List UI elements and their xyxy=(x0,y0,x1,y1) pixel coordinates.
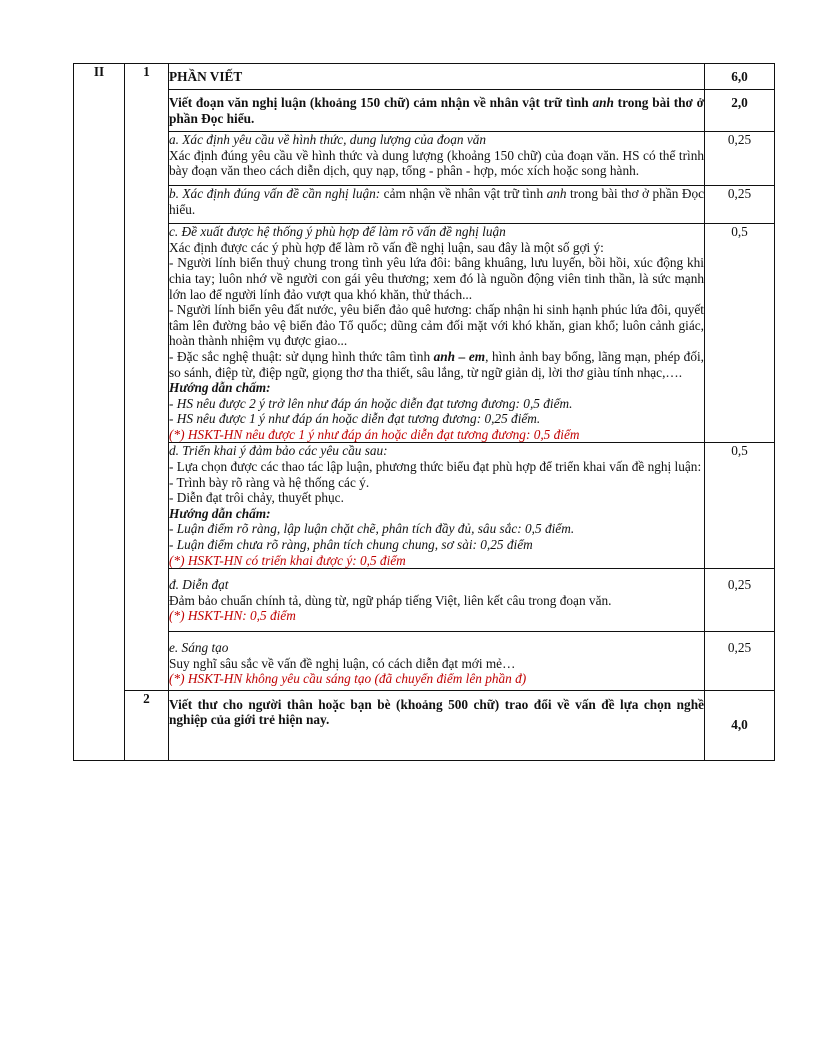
task-2-title: Viết thư cho người thân hoặc bạn bè (khoảng 500 chữ) trao đổi về vấn đề lựa chọn nghề nghiệp của giới trẻ hiện nay. xyxy=(169,690,705,760)
criterion-dd-note: (*) HSKT-HN: 0,5 điểm xyxy=(169,608,296,624)
criterion-c-point-3: - Đặc sắc nghệ thuật: sử dụng hình thức tâm tình anh – em, hình ảnh bay bổng, lãng mạn, phép đối, so sánh, điệp từ, điệp ngữ, giọng thơ tha thiết, sâu lắng, từ ngữ giản dị, lời thơ giàu tính nhạc,…. xyxy=(169,348,704,380)
criterion-c-note: (*) HSKT-HN nêu được 1 ý như đáp án hoặc diễn đạt tương đương: 0,5 điểm xyxy=(169,426,580,442)
criterion-b-row xyxy=(74,185,775,223)
question-2-number: 2 xyxy=(125,690,169,760)
grading-rubric-table xyxy=(73,63,775,761)
task-1-row xyxy=(74,90,775,132)
criterion-c-row xyxy=(74,224,775,443)
task-1-title: Viết đoạn văn nghị luận (khoảng 150 chữ) cảm nhận về nhân vật trữ tình anh trong bài thơ ở phần Đọc hiểu. xyxy=(169,90,705,132)
criterion-e-body: Suy nghĩ sâu sắc về vấn đề nghị luận, có cách diễn đạt mới mẻ… xyxy=(169,655,516,671)
section-score: 6,0 xyxy=(705,64,775,90)
criterion-d-line-3: - Diễn đạt trôi chảy, thuyết phục. xyxy=(169,490,344,506)
criterion-d-line-2: - Trình bày rõ ràng và hệ thống các ý. xyxy=(169,474,370,490)
criterion-d-guide-2: - Luận điểm chưa rõ ràng, phân tích chung chung, sơ sài: 0,25 điểm xyxy=(169,537,533,553)
criterion-a-row xyxy=(74,132,775,186)
criterion-c-guide-2: - HS nêu được 1 ý như đáp án hoặc diễn đạt tương đương: 0,25 điểm. xyxy=(169,411,541,427)
criterion-d-note: (*) HSKT-HN có triển khai được ý: 0,5 điểm xyxy=(169,552,406,568)
criterion-b-heading: b. Xác định đúng vấn đề cần nghị luận: xyxy=(169,185,381,201)
criterion-c-score: 0,5 xyxy=(705,224,775,443)
criterion-a-content xyxy=(169,132,705,186)
task-2-row xyxy=(74,690,775,760)
criterion-e-heading: e. Sáng tạo xyxy=(169,640,229,655)
criterion-c-guide-title: Hướng dẫn chấm: xyxy=(169,380,271,396)
criterion-d-heading: d. Triển khai ý đảm bảo các yêu cầu sau: xyxy=(169,443,388,459)
criterion-d-content xyxy=(169,443,705,569)
criterion-c-intro: Xác định được các ý phù hợp để làm rõ vấn đề nghị luận, sau đây là một số gợi ý: xyxy=(169,239,604,255)
criterion-c-point-1: - Người lính biển thuỷ chung trong tình yêu lứa đôi: bâng khuâng, lưu luyến, bồi hồi, xúc động khi chia tay; luôn nhớ về người con gái yêu thương; xem đó là nguồn động viên tinh thần, là sức mạnh lớn lao để người lính đảo vượt qua khó khăn, thử thách... xyxy=(169,255,704,302)
criterion-c-content xyxy=(169,224,705,443)
criterion-b-content: b. Xác định đúng vấn đề cần nghị luận: cảm nhận về nhân vật trữ tình anh trong bài thơ ở phần Đọc hiểu. xyxy=(169,185,705,223)
criterion-e-content xyxy=(169,632,705,691)
criterion-dd-row xyxy=(74,569,775,632)
criterion-c-point-2: - Người lính biển yêu đất nước, yêu biển đảo quê hương: chấp nhận hi sinh hạnh phúc lứa đôi, quyết tâm lên đường bảo vệ biển đảo Tổ quốc; dũng cảm đối mặt với khó khăn, gian khổ; luôn cảnh giác, hoàn thành nhiệm vụ được giao... xyxy=(169,302,704,349)
criterion-d-row xyxy=(74,443,775,569)
question-1-number: 1 xyxy=(125,64,169,691)
criterion-e-note: (*) HSKT-HN không yêu cầu sáng tạo (đã chuyển điểm lên phần đ) xyxy=(169,671,527,687)
criterion-d-line-1: - Lựa chọn được các thao tác lập luận, phương thức biểu đạt phù hợp để triển khai vấn đề nghị luận: xyxy=(169,459,702,475)
criterion-a-body: Xác định đúng yêu cầu về hình thức và dung lượng (khoảng 150 chữ) của đoạn văn. HS có thể trình bày đoạn văn theo cách diễn dịch, quy nạp, tổng - phân - hợp, móc xích hoặc song hành. xyxy=(169,147,704,179)
task-2-score: 4,0 xyxy=(705,690,775,760)
task-1-score: 2,0 xyxy=(705,90,775,132)
criterion-dd-heading: đ. Diễn đạt xyxy=(169,577,229,593)
criterion-d-score: 0,5 xyxy=(705,443,775,569)
criterion-b-score: 0,25 xyxy=(705,185,775,223)
section-number: II xyxy=(74,64,125,761)
criterion-e-score: 0,25 xyxy=(705,632,775,691)
criterion-c-guide-1: - HS nêu được 2 ý trở lên như đáp án hoặc diễn đạt tương đương: 0,5 điểm. xyxy=(169,395,573,411)
section-title: PHẦN VIẾT xyxy=(169,64,705,90)
criterion-dd-score: 0,25 xyxy=(705,569,775,632)
criterion-dd-body: Đảm bảo chuẩn chính tả, dùng từ, ngữ pháp tiếng Việt, liên kết câu trong đoạn văn. xyxy=(169,592,612,608)
header-row xyxy=(74,64,775,90)
criterion-e-row xyxy=(74,632,775,691)
criterion-d-guide-1: - Luận điểm rõ ràng, lập luận chặt chẽ, phân tích đầy đủ, sâu sắc: 0,5 điểm. xyxy=(169,521,575,537)
criterion-dd-content xyxy=(169,569,705,632)
criterion-a-heading: a. Xác định yêu cầu về hình thức, dung lượng của đoạn văn xyxy=(169,132,487,148)
criterion-a-score: 0,25 xyxy=(705,132,775,186)
criterion-d-guide-title: Hướng dẫn chấm: xyxy=(169,505,271,521)
criterion-c-heading: c. Đề xuất được hệ thống ý phù hợp để làm rõ vấn đề nghị luận xyxy=(169,224,506,240)
